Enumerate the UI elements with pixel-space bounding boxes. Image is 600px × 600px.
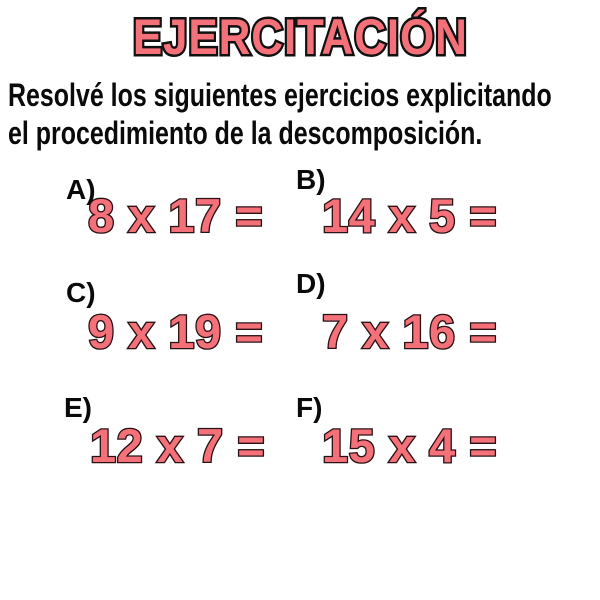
instructions	[8, 76, 552, 152]
page-title: EJERCITACIÓN	[132, 9, 468, 65]
exercise-d-expression: 7 x 16 =	[322, 305, 498, 358]
exercise-a-expression: 8 x 17 =	[88, 189, 264, 242]
exercise-c-label: C)	[66, 277, 96, 308]
exercise-c-expression: 9 x 19 =	[88, 305, 264, 358]
title-bar	[0, 8, 600, 66]
exercise-f-label: F)	[296, 392, 323, 423]
instruction-line-2: el procedimiento de la descomposición.	[8, 115, 483, 151]
exercise-e-expression: 12 x 7 =	[90, 419, 266, 472]
exercise-d-label: D)	[296, 268, 326, 299]
exercise-a-label: A)	[66, 174, 96, 205]
instruction-line-1: Resolvé los siguientes ejercicios explicitando	[8, 77, 552, 113]
exercise-b-label: B)	[296, 164, 326, 195]
exercise-b-expression: 14 x 5 =	[322, 189, 498, 242]
exercise-f-expression: 15 x 4 =	[322, 419, 498, 472]
exercise-e-label: E)	[64, 392, 92, 423]
